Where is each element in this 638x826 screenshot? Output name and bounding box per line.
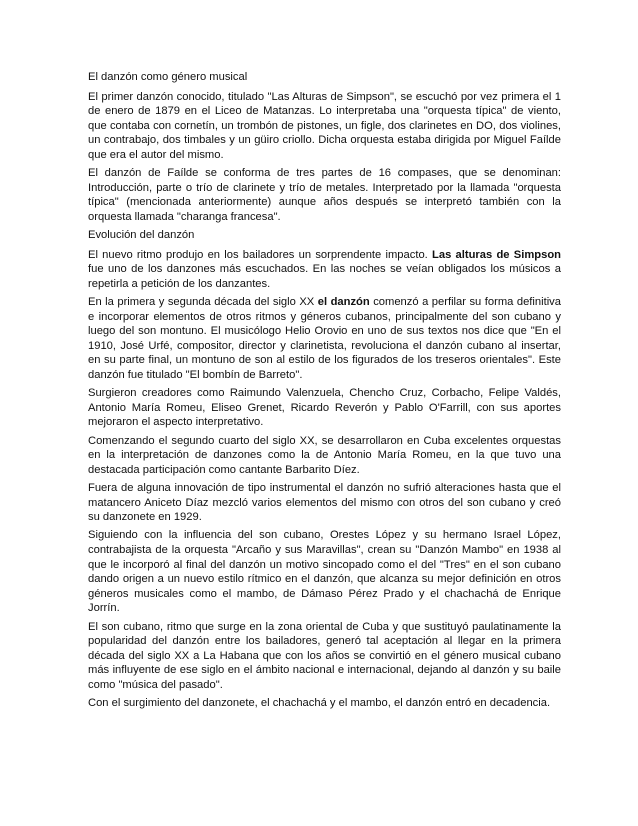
document-title: El danzón como género musical (88, 71, 248, 83)
paragraph-creators: Surgieron creadores como Raimundo Valenzuela, Chencho Cruz, Corbacho, Felipe Valdés, Antonio María Romeu, Eliseo Grenet, Ricardo Reverón y Pablo O'Farrill, con sus aportes mejoraron el aspecto interpretativo. (88, 387, 561, 429)
paragraph-son-cubano: El son cubano, ritmo que surge en la zona oriental de Cuba y que sustituyó paulatinamente la popularidad del danzón entre los bailadores, generó tal aceptación al llegar en la primera década del siglo XX a La Habana que con los años se convirtió en el género musical cubano más influyente de ese siglo en el ámbito nacional e internacional, dejando al danzón y su baile como "música del pasado". (88, 620, 561, 691)
paragraph-decline: Con el surgimiento del danzonete, el chachachá y el mambo, el danzón entró en decadencia. (88, 697, 551, 710)
text-run: En la primera y segunda década del siglo XX (88, 296, 315, 309)
paragraph-orchestras: Comenzando el segundo cuarto del siglo XX, se desarrollaron en Cuba excelentes orquestas en la interpretación de danzones como la de Antonio María Romeu, en la que tuvo una destacada participación como cantante Barbarito Díez. (88, 434, 561, 476)
bold-text-las-alturas: Las alturas de Simpson (432, 248, 562, 261)
section-title-evolution: Evolución del danzón (88, 229, 195, 242)
text-run: El nuevo ritmo produjo en los bailadores un sorprendente impacto. (88, 248, 428, 261)
text-run: comenzó a perfilar su forma definitiva e incorporar elementos de otros ritmos y géneros cubanos, principalmente del son cubano y luego del son montuno. El musicólogo Helio Orovio en uno de sus textos nos dice que "En el 1910, José Urfé, compositor, director y clarinetista, revoluciona el danzón cubano al insertar, en su parte final, un montuno de son al estilo de los figurados de los treseros orientales". Este danzón fue titulado "El bombín de Barreto". (88, 296, 561, 382)
document-page (88, 70, 561, 714)
paragraph-danzonete: Fuera de alguna innovación de tipo instrumental el danzón no sufrió alteraciones hasta que el matancero Aniceto Díaz mezcló varios elementos del mismo con otros del son cubano y creó su danzonete en 1929. (88, 482, 561, 524)
paragraph-failde-structure: El danzón de Faílde se conforma de tres partes de 16 compases, que se denominan: Introducción, parte o trío de clarinete y trío de metales. Interpretado por la llamada "orquesta típica" (mencionada anteriormente) aunque años después se interpretó también con la orquesta llamada "charanga francesa". (88, 167, 561, 223)
text-run: fue uno de los danzones más escuchados. En las noches se veían obligados los músicos a repetirla a petición de los danzantes. (88, 263, 561, 290)
bold-text-el-danzon: el danzón (317, 296, 370, 309)
paragraph-danzon-mambo: Siguiendo con la influencia del son cubano, Orestes López y su hermano Israel López, contrabajista de la orquesta "Arcaño y sus Maravillas", crean su "Danzón Mambo" en 1938 al que le incorporó al final del danzón un motivo sincopado como el del "Tres" en el son cubano dando origen a un nuevo estilo rítmico en el danzón, que alcanza su mejor definición en otros géneros musicales como el mambo, de Dámaso Pérez Prado y el chachachá de Enrique Jorrín. (88, 529, 561, 615)
paragraph-first-danzon: El primer danzón conocido, titulado "Las Alturas de Simpson", se escuchó por vez primera el 1 de enero de 1879 en el Liceo de Matanzas. Lo interpretaba una "orquesta típica" de viento, que contaba con cornetín, un trombón de pistones, un figle, dos clarinetes en DO, dos violines, un contrabajo, dos timbales y un güiro criollo. Dicha orquesta estaba dirigida por Miguel Faílde que era el autor del mismo. (88, 90, 561, 161)
paragraph-new-rhythm (88, 248, 561, 292)
paragraph-early-20th-century (88, 295, 561, 383)
